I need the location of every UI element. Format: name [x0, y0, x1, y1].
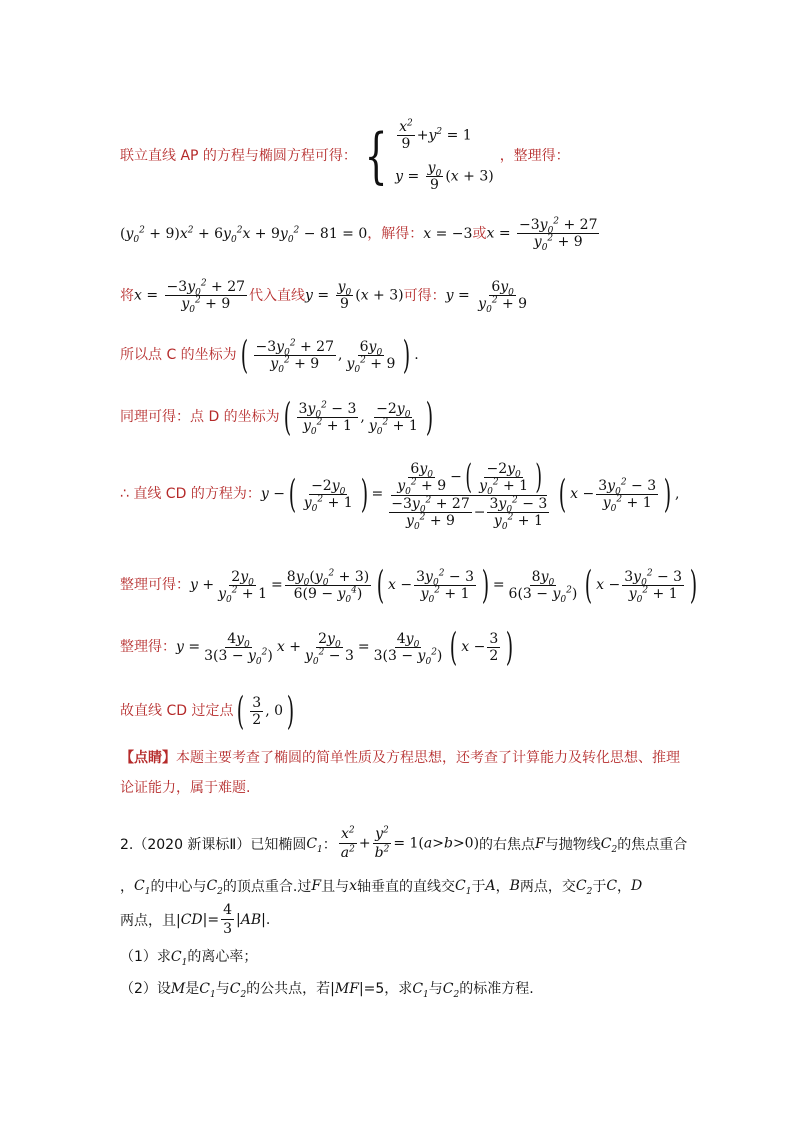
p2-h: 于: [592, 879, 607, 895]
sub2-e: |=5，求: [358, 981, 413, 997]
solution-line-point-c: 所以点 C 的坐标为( $\frac{-3y_0^2 + 27}{y_0^2 + 9}$ , $\frac{6y_0}{y_0^2 + 9}$ ) .: [120, 333, 419, 377]
or-text: 或: [472, 225, 487, 242]
p2-g: 两点，交: [519, 879, 576, 895]
solve-text: ，解得：: [367, 225, 424, 242]
comment-line-1: [120, 751, 680, 765]
solution-line-cd: ∴ 直线 CD 的方程为：y −( $\frac{-2y_0}{y_0^2 + 1}$ ) = $\frac{6y_0}{y_0^2 + 9}$ −( $\frac{-2y_0}{y_0^2 + 1}$ ) $\frac{-3y_0^2 + 27}{y_0^2 + 9}$ − $\frac{3y_0^2 - 3}{y_0^2 + 1}$ ( x − $\frac{3y_0^2 - 3}{y_0^2 + 1}$ ) ,: [120, 457, 680, 532]
subquestion-1: （1）求$C_1$的离心率；: [120, 949, 258, 968]
sub2-c: 与: [215, 981, 230, 997]
p3-a: 两点，且|: [120, 912, 181, 929]
substitute-mid: 代入直线: [249, 287, 306, 304]
simplify1-text: 整理可得：: [120, 577, 190, 593]
p2-d: 且与: [321, 879, 350, 895]
p2-c: 的顶点重合.过: [222, 879, 312, 895]
problem-coincide-text: 的焦点重合: [617, 836, 688, 853]
sub2-a: （2）设: [120, 981, 171, 997]
solution-line-quadratic: $(y_0^2 + 9)x^2 + 6y_0^2x + 9y_0^2 - 81 = 0$，解得：x = −3或x = $\frac{-3y_0^2 + 27}{y_0^2 + 9}$: [120, 216, 598, 253]
problem-line-2: ，$C_1$的中心与$C_2$的顶点重合.过F且与x轴垂直的直线交$C_1$于A，B两点，交$C_2$于C，D: [120, 878, 643, 897]
subquestion-2: （2）设M是$C_1$与$C_2$的公共点，若|MF|=5，求$C_1$与$C_2$的标准方程.: [120, 981, 534, 1000]
comment-text-2: 论证能力，属于难题.: [120, 780, 251, 796]
p3-c: |: [236, 911, 241, 928]
p2-e: 轴垂直的直线交: [356, 879, 455, 895]
p2-a: ，: [120, 879, 134, 895]
system-after-text: ，整理得：: [499, 148, 570, 164]
sub2-d: 的公共点，若|: [246, 981, 335, 997]
problem-focus-text: 的右焦点: [479, 836, 536, 853]
p3-b: |=: [202, 911, 220, 928]
problem-intro: 2.（2020 新课标Ⅱ）已知椭圆: [120, 836, 307, 853]
substitute-prefix: 将: [120, 287, 134, 304]
equation-system: { $\frac{x^2}{9}$ $+y^2 = 1$ y = $\frac{y_0}{9}$ (x + 3): [364, 118, 494, 193]
comment-line-2: [120, 781, 250, 795]
problem-line-3: 两点，且|CD|= $\frac{4}{3}$ |AB|.: [120, 902, 271, 937]
solution-line-simplify2: 整理得：y = $\frac{4y_0}{3(3 - y_0^2)}$ x + $\frac{2y_0}{y_0^2 - 3}$ = $\frac{4y_0}{3(3 - y_0^2)}$ ( x − $\frac{3}{2}$ ): [120, 625, 514, 669]
sub2-g: 的标准方程.: [459, 981, 534, 997]
quadratic-equation: $(y_0^2 + 9)x^2 + 6y_0^2x + 9y_0^2 - 81 = 0$: [120, 224, 368, 245]
p3-d: |.: [261, 911, 271, 928]
comment-text-1: 本题主要考查了椭圆的简单性质及方程思想，还考查了计算能力及转化思想、推理: [176, 750, 680, 766]
p2-b: 的中心与: [150, 879, 207, 895]
simplify2-text: 整理得：: [120, 639, 176, 655]
sub1-a: （1）求: [120, 949, 171, 965]
sub2-b: 是: [185, 981, 200, 997]
sub2-f: 与: [428, 981, 443, 997]
solution-line-point-d: 同理可得：点 D 的坐标为( $\frac{3y_0^2 - 3}{y_0^2 + 1}$ , $\frac{-2y_0}{y_0^2 + 1}$ ): [120, 395, 433, 439]
solution-line-system: [120, 120, 570, 192]
solution-line-substitute: 将x = $\frac{-3y_0^2 + 27}{y_0^2 + 9}$ 代入直线y = $\frac{y_0}{9}$ (x + 3)可得：y = $\frac{6y_0}{y_0^2 + 9}$: [120, 278, 528, 315]
point-c-text: 所以点 C 的坐标为: [120, 347, 237, 363]
substitute-after: 可得：: [403, 287, 446, 304]
problem-parabola-text: 与抛物线: [544, 836, 601, 853]
point-d-text: 同理可得：点 D 的坐标为: [120, 409, 280, 425]
comment-label: 【点睛】: [120, 750, 176, 766]
solution-line-simplify1: 整理可得：y + $\frac{2y_0}{y_0^2 + 1}$ = $\frac{8y_0(y_0^2 + 3)}{6(9 - y_0^4)}$ ( x − $\frac{3y_0^2 - 3}{y_0^2 + 1}$ ) = $\frac{8y_0}{6(3 - y_0^2)}$ ( x − $\frac{3y_0^2 - 3}{y_0^2 + 1}$ ): [120, 563, 698, 607]
sub1-b: 的离心率；: [187, 949, 258, 965]
system-intro-text: 联立直线 AP 的方程与椭圆方程可得：: [120, 148, 357, 164]
solution-line-fixed-point: 故直线 CD 过定点( $\frac{3}{2}$ , 0): [120, 689, 295, 733]
problem-line-1: 2.（2020 新课标Ⅱ）已知椭圆$C_1$： $\frac{x^2}{a^2}$ + $\frac{y^2}{b^2}$ = 1(a>b>0)的右焦点F与抛物线$C_2$的焦点重合: [120, 825, 688, 861]
fixed-point-text: 故直线 CD 过定点: [120, 703, 234, 719]
p2-f: 于: [471, 879, 486, 895]
line-cd-text: ∴ 直线 CD 的方程为：: [120, 486, 261, 502]
